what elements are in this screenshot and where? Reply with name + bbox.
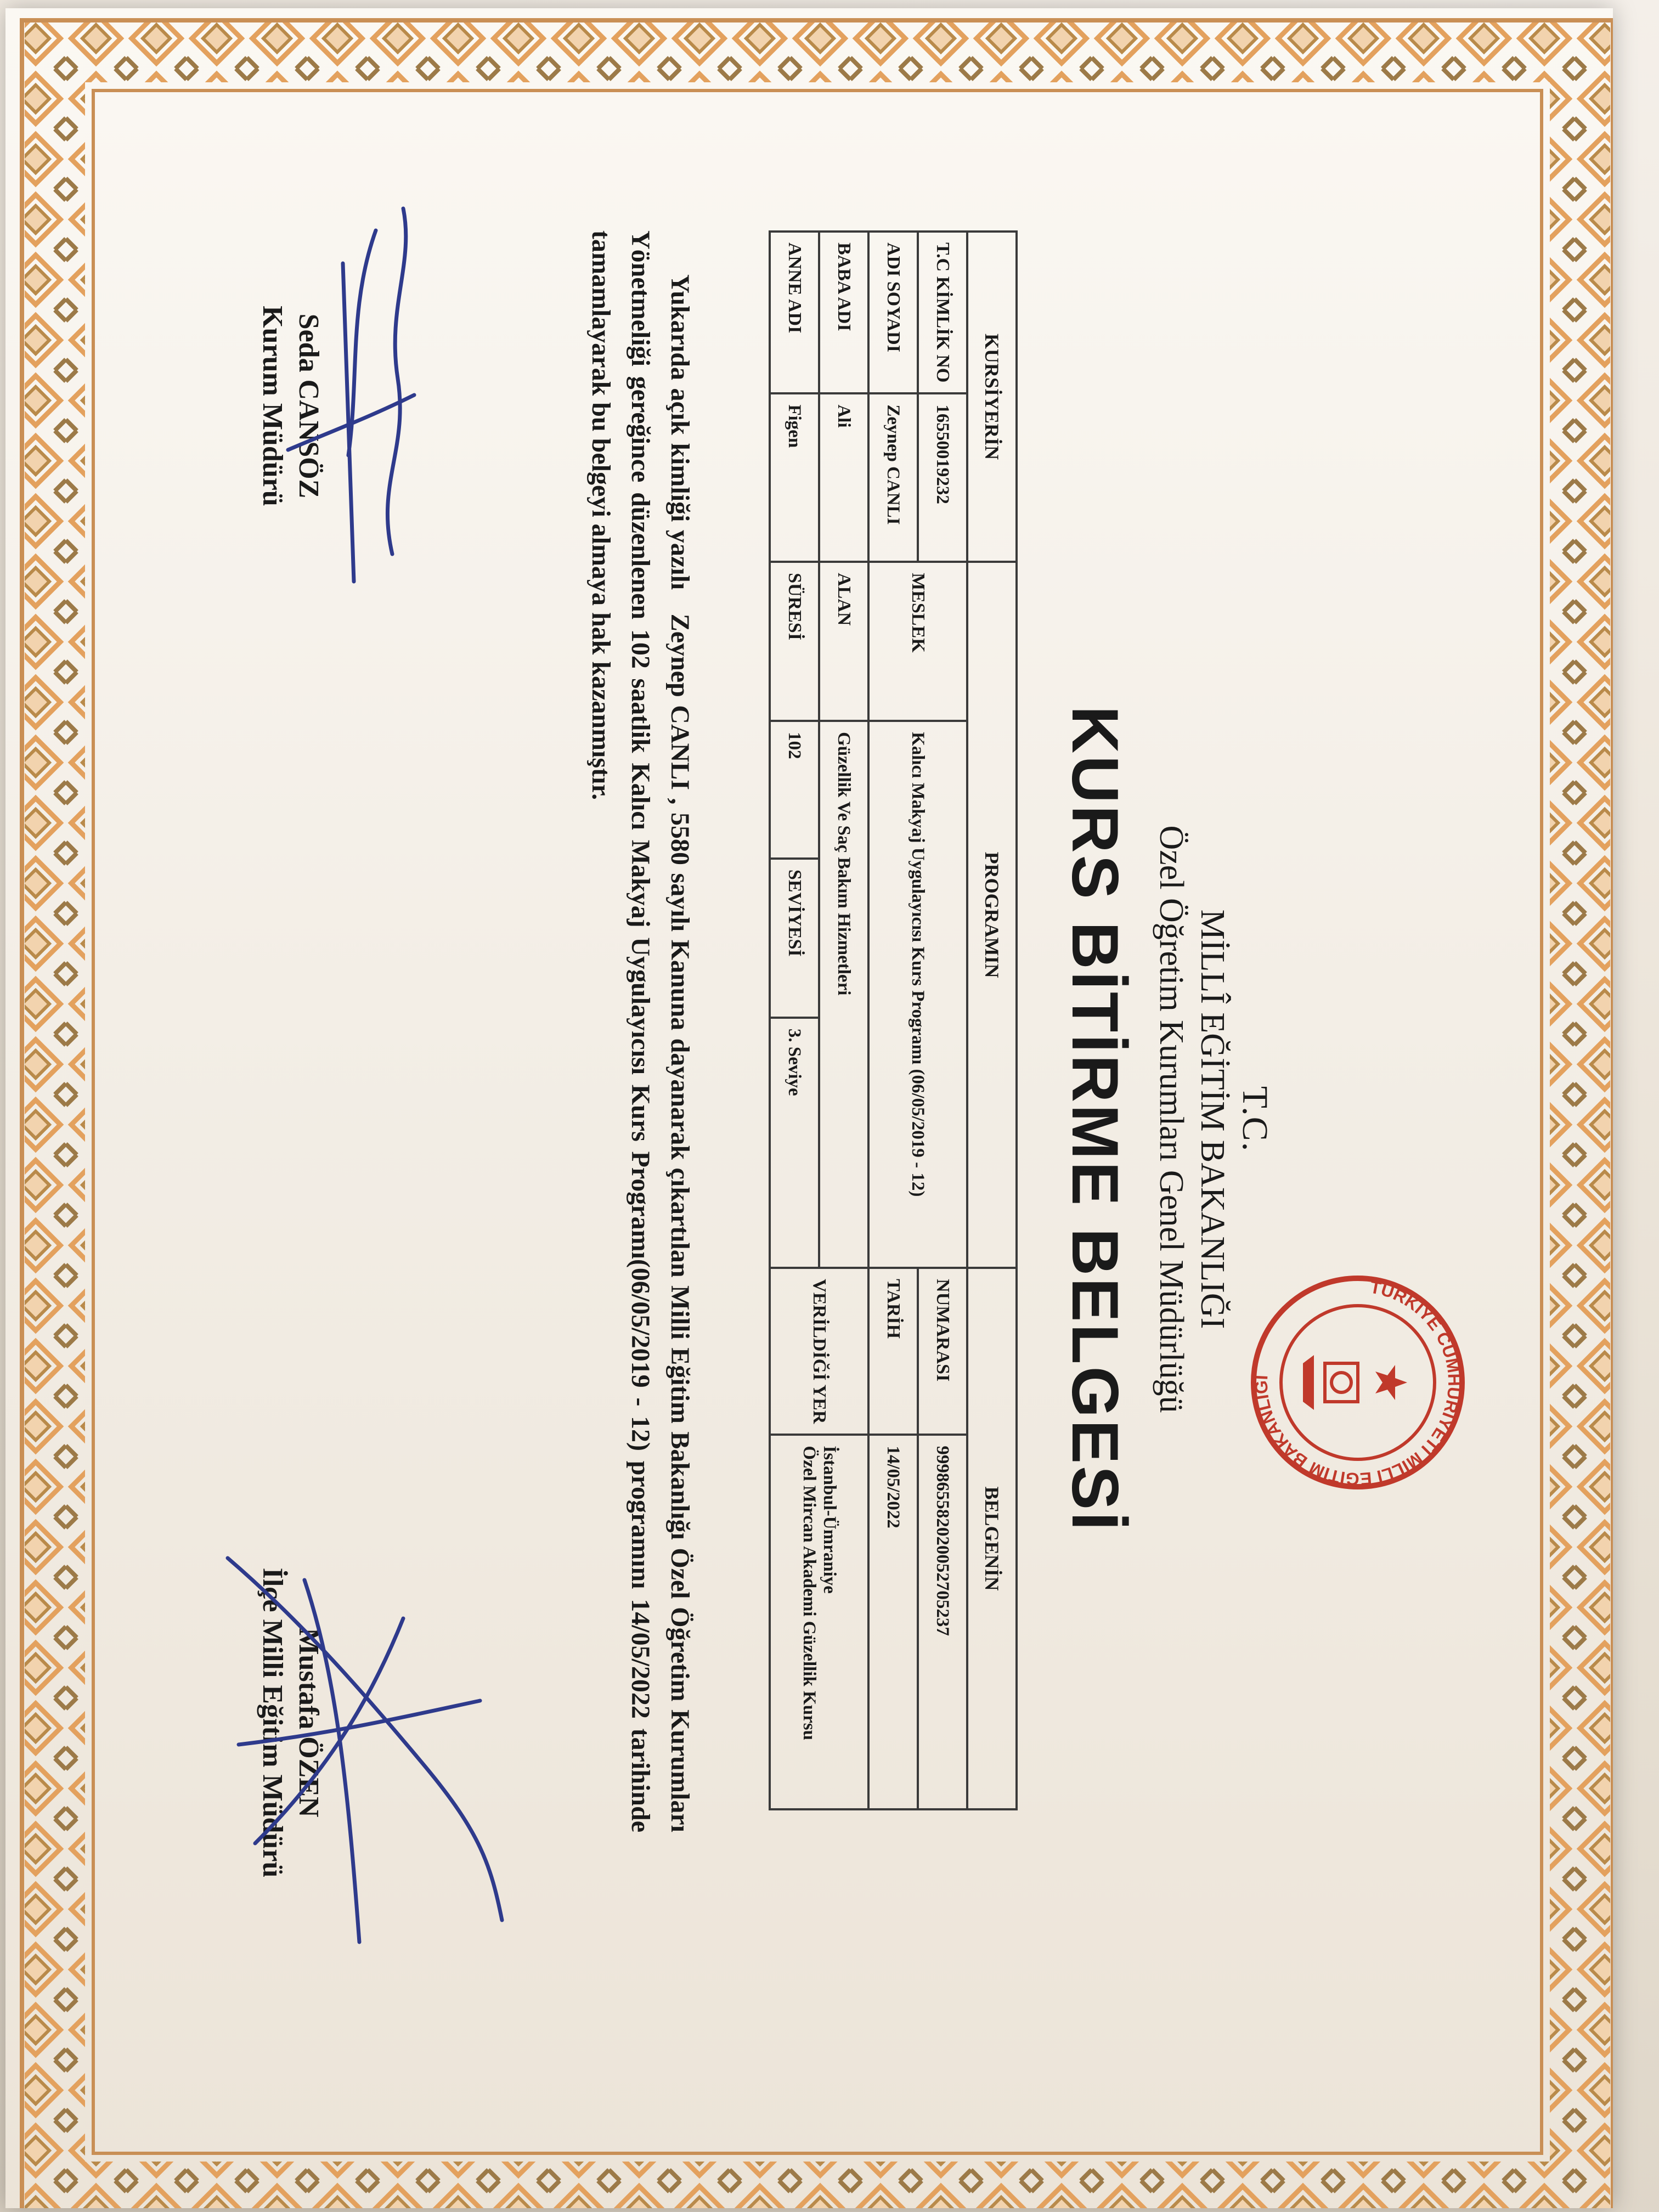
ministry-seal [1248,1273,1468,1492]
place-value [770,1435,868,1809]
place-line-2: Özel Mircan Akademi Güzellik Kursu [799,1446,819,1740]
document-title: KURS BİTİRME BELGESİ [1058,706,1132,1533]
table-row [819,232,868,1809]
number-label: NUMARASI [918,1268,967,1435]
date-label: TARİH [868,1268,918,1435]
signature-mark-left [261,198,436,636]
right-signatory-title: İlçe Milli Eğitim Müdürü [257,1567,288,1878]
number-value: 9998655820200527052​37 [918,1435,967,1809]
left-signatory-title: Kurum Müdürü [257,306,288,506]
header-directorate: Özel Öğretim Kurumları Genel Müdürlüğü [1153,825,1190,1413]
level-label: SEVİYESİ [770,859,819,1018]
certificate-info-table [769,230,1018,1810]
table-row [918,232,967,1809]
statement-part-2: , 5580 sayılı Kanuna dayanarak çıkartılan Milli Eğitim Bakanlığı Özel Öğretim Kurumları Yönetmeliği gereğince düzenlenen 102 saatlik Kalıcı Makyaj Uygulayıcısı Kurs Programı(06/05/2019 - 12) programını 14/05/2022 tarihinde tamamlayarak bu belgeyi almaya hak kazanmıştır. [586,230,695,1833]
field-value: Güzellik Ve Saç Bakım Hizmetleri [819,721,868,1268]
profession-value: Kalıcı Makyaj Uygulayıcısı Kurs Programı (06/05/2019 - 12) [868,721,967,1268]
header-ministry: MİLLÎ EĞİTİM BAKANLIĞI [1194,909,1231,1329]
certificate-statement [581,230,699,1832]
place-line-1: İstanbul-Ümraniye [820,1446,839,1594]
statement-name: Zeynep CANLI [665,613,695,790]
place-label: VERİLDİĞİ YER [770,1268,868,1435]
seal-text: TÜRKİYE CUMHURİYETİ MİLLİ EĞİTİM BAKANLIĞI [1251,1277,1465,1489]
name-value: Zeynep CANLI [868,393,918,562]
profession-label: MESLEK [868,562,967,721]
signature-mark-right [206,1536,513,1975]
date-value: 14/05/2022 [868,1435,918,1809]
table-header-row [967,232,1017,1809]
tc-label: T.C KİMLİK NO [918,232,967,393]
father-label: BABA ADI [819,232,868,393]
level-value: 3. Seviye [770,1018,819,1268]
section-program: PROGRAMIN [967,562,1017,1268]
field-label: ALAN [819,562,868,721]
section-trainee: KURSİYERİN [967,232,1017,562]
certificate-content [140,132,1489,2107]
mother-label: ANNE ADI [770,232,819,393]
left-signatory-name: Seda CANSÖZ [293,313,324,499]
tc-value: 16550019232 [918,393,967,562]
statement-part-1: Yukarıda açık kimliği yazılı [665,274,695,590]
header-tc: T.C. [1235,1086,1275,1153]
duration-label: SÜRESİ [770,562,819,721]
right-signatory-name: Mustafa ÖZEN [293,1628,324,1818]
section-document: BELGENİN [967,1268,1017,1809]
duration-value: 102 [770,721,819,859]
name-label: ADI SOYADI [868,232,918,393]
mother-value: Figen [770,393,819,562]
father-value: Ali [819,393,868,562]
